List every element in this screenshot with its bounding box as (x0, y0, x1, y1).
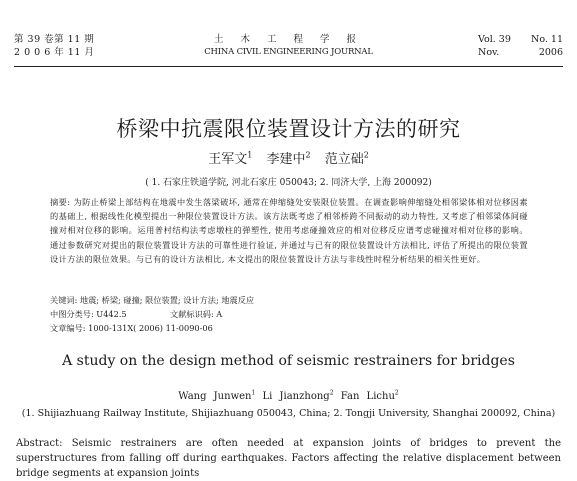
affiliation-cn: ( 1. 石家庄铁道学院, 河北石家庄 050043; 2. 同济大学, 上海 200092) (145, 178, 432, 188)
journal-issue-cn (14, 33, 94, 59)
authors-en (0, 390, 577, 402)
abstract-en: Abstract: Seismic restrainers are often needed at expansion joints of bridges to prevent the superstructures from falling off during earthquakes. Factors affecting the relative displacement between bridge segments at expansion joints (16, 438, 561, 479)
journal-name-cn: 土 木 工 程 学 报 (213, 34, 364, 45)
clc-number: 中图分类号: U442.5 (50, 309, 127, 319)
author-2: 李建中$^2$ (266, 150, 311, 167)
year-label: 2006 (538, 47, 563, 58)
document-code: 文献标识码: A (170, 309, 223, 319)
paper-title-cn: 桥梁中抗震限位装置设计方法的研究 (116, 117, 461, 141)
paper-title-en: A study on the design method of seismic restrainers for bridges (62, 353, 515, 369)
authors-cn (0, 148, 577, 167)
author-en-2: Li Jianzhong$^2$ (262, 390, 334, 403)
author-en-3: Fan Lichu$^2$ (340, 390, 399, 403)
author-en-1: Wang Junwen$^1$ (178, 390, 256, 403)
article-number: 文章编号: 1000-131X( 2006) 11-0090-06 (50, 323, 213, 333)
keywords-cn: 关键词: 地震; 桥梁; 碰撞; 限位装置; 设计方法; 地震反应 (50, 295, 255, 305)
number-label: No. 11 (531, 34, 563, 45)
journal-name-en: CHINA CIVIL ENGINEERING JOURNAL (204, 47, 373, 57)
header-rule (14, 66, 563, 67)
issue-date-cn: 2 0 0 6 年 11 月 (14, 47, 95, 58)
abstract-cn: 摘要: 为防止桥梁上部结构在地震中发生落梁破坏, 通常在伸缩缝处安装限位装置。在调查影响伸缩缝处相邻梁体相对位移因素的基础上, 根据线性化模型提出一种限位装置设计方法。该方法既考虑了相邻桥跨不同振动的动力特性, 又考虑了相邻梁体间碰撞对相对位移的影响。运用普村结构法考虑墩柱的弹塑性, 使用考虑碰撞效应的相对位移反应谱考虑碰撞对相对位移的影响。通过参数研究对提出的限位装置设计方法的可靠性进行验证, 并通过与已有的限位装置设计方法相比, 评估了所提出的限位装置设计方法的限位效果。与已有的设计方法相比, 本文提出的限位装置设计方法与非线性时程分析结果的相关性更好。 (50, 197, 528, 264)
issue-volume-cn: 第 39 卷第 11 期 (14, 34, 95, 45)
affiliation-en: (1. Shijiazhuang Railway Institute, Shijiazhuang 050043, China; 2. Tongji University, Shanghai 200092, China) (21, 408, 556, 419)
classification-line (50, 308, 222, 320)
volume-label: Vol. 39 (478, 34, 511, 45)
month-label: Nov. (478, 47, 500, 58)
journal-name (170, 33, 407, 59)
author-3: 范立础$^2$ (324, 150, 369, 167)
journal-issue-en (478, 33, 563, 59)
author-1: 王军文$^1$ (208, 150, 253, 167)
